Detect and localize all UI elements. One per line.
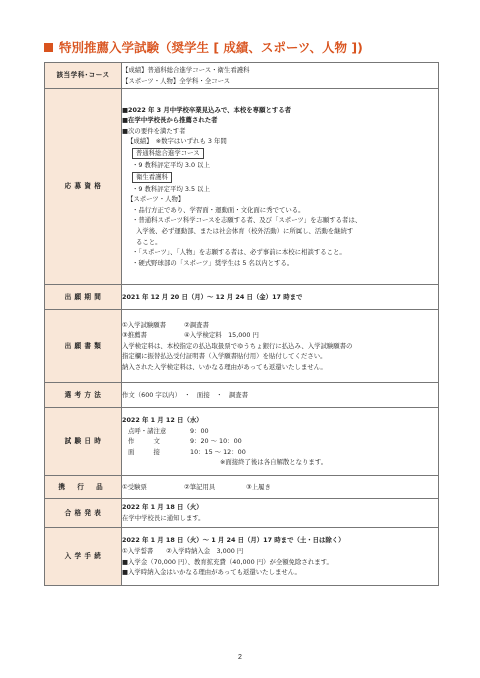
row-method: [45, 383, 439, 408]
label-exam-date: 試 験 日 時: [45, 408, 122, 476]
eligibility-line-3: ■次の要件を満たす者: [122, 126, 186, 135]
procedure-line-4: ■入学時納入金はいかなる理由があっても返還いたしません。: [122, 568, 301, 577]
doc-3: ③推薦書: [122, 331, 147, 340]
eligibility-line-4: 【成績】 ※数字はいずれも 3 年間: [127, 137, 227, 146]
schedule-time: 10：15 ～ 12：00: [190, 447, 246, 456]
documents-line-5: 納入された入学検定料は、いかなる理由があっても返還いたしません。: [122, 362, 327, 371]
value-course: [122, 63, 439, 89]
row-items: [45, 476, 439, 499]
row-exam-date: [45, 408, 439, 476]
label-period: 出 願 期 間: [45, 285, 122, 310]
eligibility-line-12: ・「スポーツ」、「人物」を志願する者は、必ず事前に本校に相談すること。: [132, 248, 346, 257]
value-method: 作文（600 字以内） ・ 面接 ・ 調査書: [122, 383, 439, 408]
row-documents: [45, 310, 439, 383]
doc-4: ④入学検定料 15,000 円: [184, 331, 259, 340]
value-announcement: [122, 499, 439, 528]
title-square-icon: [44, 43, 53, 52]
schedule-row: [122, 447, 438, 458]
schedule-time: 9：00: [190, 426, 209, 435]
label-method: 選 考 方 法: [45, 383, 122, 408]
schedule-row: [122, 436, 438, 447]
row-course: [45, 63, 439, 89]
procedure-line-3: ■入学金（70,000 円）、教育拡充費（40,000 円）が全額免除されます。: [122, 557, 333, 566]
eligibility-line-11: ること。: [136, 237, 162, 246]
page-number: 2: [238, 654, 242, 661]
schedule-item: 作 文: [128, 437, 160, 446]
announcement-text: 在学中学校長に通知します。: [122, 514, 205, 522]
doc-1: ①入学試験願書: [122, 320, 167, 329]
value-procedure: [122, 528, 439, 586]
value-documents: [122, 310, 439, 383]
eligibility-line-7: 【スポーツ・人物】: [127, 195, 185, 204]
course-line-1: 【成績】普通科総合進学コース・衛生看護科: [122, 65, 250, 74]
procedure-line-2: ①入学誓書 ②入学時納入金 3,000 円: [122, 546, 244, 555]
label-items: 携 行 品: [45, 476, 122, 499]
doc-2: ②調査書: [184, 320, 209, 329]
exam-note: ※面接終了後は各自解散となります。: [220, 458, 328, 467]
exam-info-table: [44, 62, 439, 586]
schedule-item: 点呼・諸注意: [128, 426, 167, 435]
row-announcement: [45, 499, 439, 528]
eligibility-line-8: ・品行方正であり、学習面・運動面・文化面に秀でている。: [132, 205, 305, 214]
course-general-box: 普通科総合進学コース: [132, 148, 204, 159]
eligibility-line-13: ・硬式野球部の「スポーツ」奨学生は 5 名以内とする。: [132, 258, 294, 267]
eligibility-line-1: ■2022 年 3 月中学校卒業見込みで、本校を専願とする者: [122, 105, 292, 114]
item-3: ③上履き: [246, 482, 271, 491]
schedule-item: 面 接: [128, 447, 160, 456]
eligibility-line-6: ・9 教科評定平均 3.5 以上: [132, 184, 210, 193]
documents-line-3: 入学検定料は、本校指定の払込取扱票でゆうちょ銀行に払込み、入学試験願書の: [122, 341, 353, 350]
eligibility-line-10: 入学後、必ず運動部、または社会体育（校外活動）に所属し、活動を継続す: [136, 226, 354, 235]
value-period: 2021 年 12 月 20 日（月）～ 12 月 24 日（金）17 時まで: [122, 285, 439, 310]
item-2: ②筆記用具: [184, 482, 216, 491]
announcement-date: 2022 年 1 月 18 日（火）: [122, 503, 203, 512]
exam-date: 2022 年 1 月 12 日（水）: [122, 416, 203, 425]
eligibility-line-5: ・9 教科評定平均 3.0 以上: [132, 161, 210, 170]
schedule-row: [122, 426, 438, 437]
schedule-time: 9：20 ～ 10：00: [190, 437, 242, 446]
label-course: 該当学科･コース: [45, 63, 122, 89]
eligibility-line-2: ■在学中学校長から推薦された者: [122, 116, 218, 125]
section-title: [44, 38, 444, 56]
procedure-line-1: 2022 年 1 月 18 日（火）～ 1 月 24 日（月）17 時まで（土・日は除く）: [122, 536, 345, 545]
documents-line-4: 指定欄に振替払込受付証明書（入学願書貼付用）を貼付してください。: [122, 352, 327, 361]
value-exam-date: [122, 408, 439, 476]
label-documents: 出 願 書 類: [45, 310, 122, 383]
item-1: ①受験票: [122, 482, 147, 491]
course-line-2: 【スポーツ・人物】全学科・全コース: [122, 76, 231, 85]
label-eligibility: 応 募 資 格: [45, 89, 122, 285]
label-procedure: 入 学 手 続: [45, 528, 122, 586]
row-eligibility: [45, 89, 439, 285]
eligibility-line-9: ・普通科スポーツ科学コースを志願する者、及び「スポーツ」を志願する者は、: [132, 216, 362, 225]
course-nursing-box: 衛生看護科: [132, 172, 172, 183]
value-items: [122, 476, 439, 499]
label-announcement: 合 格 発 表: [45, 499, 122, 528]
row-procedure: [45, 528, 439, 586]
value-eligibility: [122, 89, 439, 285]
title-text: 特別推薦入学試験（奨学生 [ 成績、スポーツ、人物 ]): [59, 40, 363, 55]
row-period: [45, 285, 439, 310]
